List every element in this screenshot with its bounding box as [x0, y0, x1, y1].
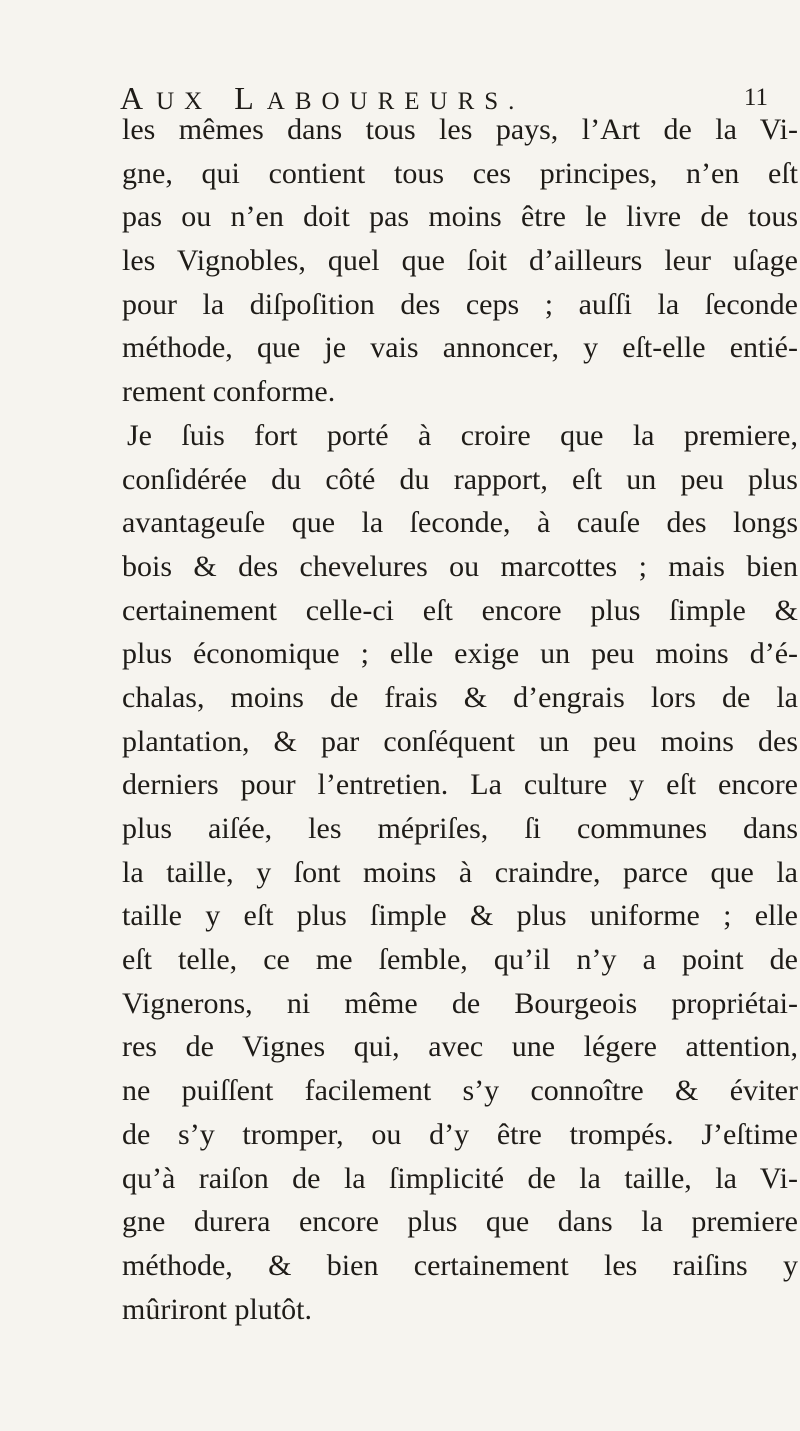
text-line: eſt telle, ce me ſemble, qu’il n’y a point de	[122, 943, 798, 977]
text-line: gne, qui contient tous ces principes, n’en eſt	[122, 156, 798, 190]
text-line: taille y eſt plus ſimple & plus uniforme ; elle	[122, 899, 798, 933]
text-line: plus économique ; elle exige un peu moins d’é-	[122, 637, 798, 671]
text-line: plus aiſée, les mépriſes, ſi communes dans	[122, 812, 798, 845]
text-line: ne puiſſent facilement s’y connoître & éviter	[122, 1074, 798, 1108]
text-line: pour la diſpoſition des ceps ; auſſi la ſeconde	[122, 287, 798, 321]
running-title-part-laboureurs: ABOUREURS.	[266, 88, 525, 115]
text-line: derniers pour l’entretien. La culture y eſt encore	[122, 768, 798, 802]
text-line: Je ſuis fort porté à croire que la premiere,	[127, 418, 798, 452]
running-title-initial-l: L	[234, 80, 267, 116]
text-line: Vignerons, ni même de Bourgeois propriétai-	[122, 986, 798, 1020]
text-line: la taille, y ſont moins à craindre, parce que la	[122, 855, 798, 889]
text-line: plantation, & par conſéquent un peu moins des	[122, 724, 798, 758]
text-line: conſidérée du côté du rapport, eſt un peu plus	[122, 462, 798, 496]
text-line: de s’y tromper, ou d’y être trompés. J’eſtime	[122, 1117, 798, 1151]
text-line: pas ou n’en doit pas moins être le livre de tous	[122, 200, 798, 234]
text-line: méthode, que je vais annoncer, y eſt-elle entié-	[122, 331, 798, 365]
running-title-part-ux: UX	[156, 88, 213, 115]
text-line: rement conforme.	[122, 375, 336, 409]
text-line: chalas, moins de frais & d’engrais lors de la	[122, 680, 798, 714]
text-line: les mêmes dans tous les pays, l’Art de la Vi-	[122, 113, 798, 146]
body-text	[122, 108, 798, 1331]
page-number: 11	[743, 84, 768, 111]
text-line: mûriront plutôt.	[122, 1292, 312, 1326]
text-line: certainement celle-ci eſt encore plus ſimple &	[122, 593, 798, 627]
text-line: bois & des chevelures ou marcottes ; mais bien	[122, 549, 798, 583]
text-line: méthode, & bien certainement les raiſins y	[122, 1248, 798, 1282]
text-line: qu’à raiſon de la ſimplicité de la taille, la Vi-	[122, 1161, 798, 1195]
text-line: avantageuſe que la ſeconde, à cauſe des longs	[122, 506, 798, 540]
text-line: gne durera encore plus que dans la premiere	[122, 1205, 798, 1239]
text-line: res de Vignes qui, avec une légere attention,	[122, 1030, 798, 1064]
text-line: les Vignobles, quel que ſoit d’ailleurs leur uſage	[122, 244, 798, 278]
running-title-initial-a: A	[120, 80, 157, 116]
